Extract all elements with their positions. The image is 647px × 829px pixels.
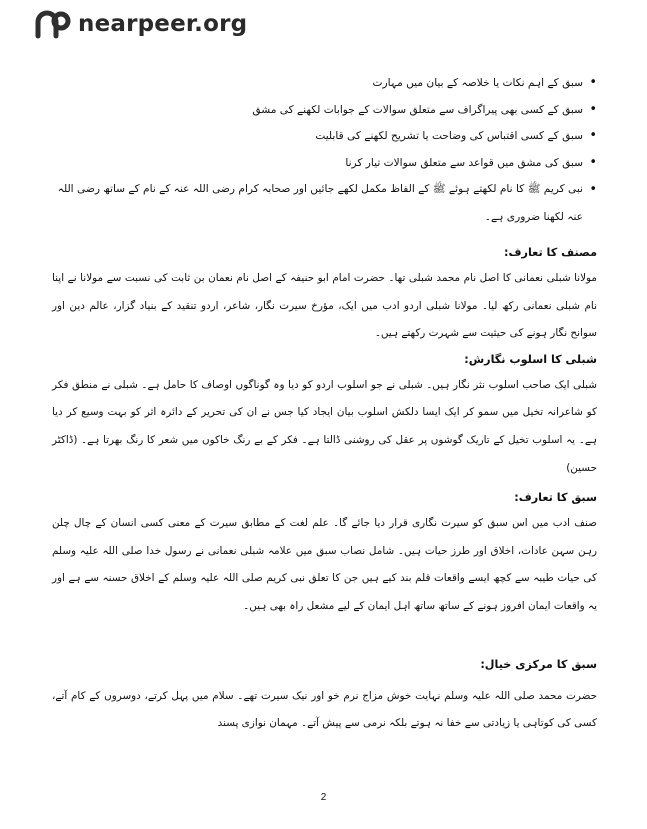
section-heading-central-idea: سبق کا مرکزی خیال: <box>480 657 597 671</box>
section-body-author: مولانا شبلی نعمانی کا اصل نام محمد شبلی تھا۔ حضرت امام ابو حنیفہ کے اصل نام نعمان بن ثابت کی نسبت سے مولانا نے اپنا نام شبلی نعمانی رکھ لیا۔ مولانا شبلی اردو ادب میں ایک، مؤرخ سیرت نگار، شاعر، اردو تنقید کے بنیاد گزار، عالم دین اور سوانح نگار ہونے کی حیثیت سے شہرت رکھتے ہیں۔ <box>52 272 597 340</box>
np-logo-icon <box>34 8 72 40</box>
page-content <box>52 70 597 738</box>
page-number: 2 <box>320 792 327 803</box>
section-heading-author: مصنف کا تعارف: <box>504 246 597 259</box>
list-item: • سبق کے کسی اقتباس کی وضاحت یا تشریح لکھنے کی قابلیت <box>52 123 597 150</box>
nearpeer-brand <box>34 6 247 42</box>
list-item: • سبق کے اہم نکات یا خلاصہ کے بیان میں مہارت <box>52 70 597 97</box>
section-heading-style: شبلی کا اسلوب نگارش: <box>464 352 597 366</box>
list-item: • نبی کریم ﷺ کا نام لکھتے ہوئے ﷺ کے الفاظ مکمل لکھے جائیں اور صحابہ کرام رضی اللہ عنہ کے نام کے ساتھ رضی اللہ عنہ لکھنا ضروری ہے۔ <box>52 176 597 231</box>
learning-outcomes-list <box>52 70 597 231</box>
section-heading-lesson-intro: سبق کا تعارف: <box>514 491 597 505</box>
list-item: • سبق کی مشق میں قواعد سے متعلق سوالات تیار کرنا <box>52 150 597 177</box>
section-body-style: شبلی ایک صاحب اسلوب نثر نگار ہیں۔ شبلی نے جو اسلوب اردو کو دیا وہ گوناگوں اوصاف کا حامل ہے۔ شبلی نے منطق فکر کو شاعرانہ تخیل میں سمو کر ایک ایسا دلکش اسلوب بیان ایجاد کیا جس نے ان کی تحریر کے دائرہ اثر کو بہت وسیع کر دیا ہے۔ یہ اسلوب تخیل کے تاریک گوشوں پر عقل کی روشنی ڈالتا ہے۔ فکر کے بے رنگ خاکوں میں شعر کا رنگ بھرتا ہے۔ (ڈاکٹر حسین) <box>52 378 597 474</box>
brand-name: nearpeer.org <box>78 11 248 37</box>
section-body-lesson-intro: صنف ادب میں اس سبق کو سیرت نگاری قرار دیا جائے گا۔ علم لغت کے مطابق سیرت کے معنی کسی انسان کے چال چلن رہن سہن عادات، اخلاق اور طرز حیات ہیں۔ شامل نصاب سبق میں علامہ شبلی نعمانی نے رسول خدا صلی اللہ علیہ وسلم کی حیات طیبہ سے کچھ ایسے واقعات قلم بند کیے ہیں جن کا تعلق نبی کریم صلی اللہ علیہ وسلم کے اخلاق حسنہ سے ہے اور یہ واقعات ایمان افروز ہونے کے ساتھ ساتھ اہل ایمان کے لیے مشعل راہ بھی ہیں۔ <box>52 517 597 612</box>
list-item: • سبق کے کسی بھی پیراگراف سے متعلق سوالات کے جوابات لکھنے کی مشق <box>52 97 597 124</box>
section-body-central-idea: حضرت محمد صلی اللہ علیہ وسلم نہایت خوش مزاج نرم خو اور نیک سیرت تھے۔ سلام میں پہل کرتے، دوسروں کے کام آتے، کسی کی کوتاہی یا زیادتی سے خفا نہ ہوتے بلکہ نرمی سے پیش آتے۔ مہمان نوازی پسند <box>52 689 597 730</box>
